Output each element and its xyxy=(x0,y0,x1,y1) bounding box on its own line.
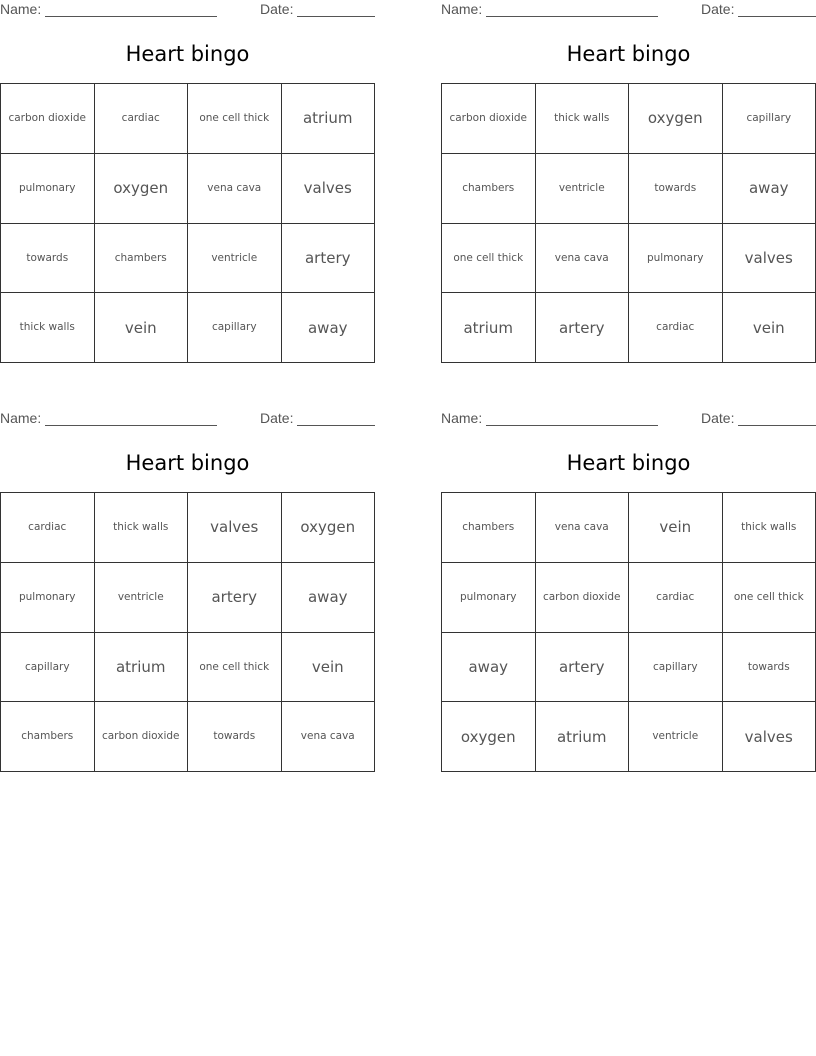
date-label: Date: xyxy=(701,1,735,17)
bingo-cell: towards xyxy=(1,224,95,294)
bingo-cell: oxygen xyxy=(629,84,723,154)
bingo-cell: oxygen xyxy=(282,493,376,563)
bingo-cell: artery xyxy=(188,563,282,633)
name-label: Name: xyxy=(441,410,483,426)
bingo-cell: cardiac xyxy=(1,493,95,563)
date-label: Date: xyxy=(260,410,294,426)
bingo-cell: one cell thick xyxy=(188,84,282,154)
bingo-card-2 xyxy=(441,0,816,337)
bingo-cell: vein xyxy=(629,493,723,563)
bingo-cell: ventricle xyxy=(188,224,282,294)
bingo-cell: away xyxy=(282,293,376,363)
bingo-cell: ventricle xyxy=(536,154,630,224)
bingo-cell: vena cava xyxy=(536,224,630,294)
name-line xyxy=(486,425,658,426)
bingo-cell: valves xyxy=(723,224,816,294)
bingo-cell: ventricle xyxy=(95,563,189,633)
bingo-cell: away xyxy=(282,563,376,633)
name-line xyxy=(45,425,217,426)
bingo-cell: artery xyxy=(536,293,630,363)
bingo-cell: artery xyxy=(536,633,630,703)
bingo-cell: valves xyxy=(723,702,816,772)
bingo-cell: away xyxy=(442,633,536,703)
bingo-cell: vein xyxy=(723,293,816,363)
card-title: Heart bingo xyxy=(125,451,250,475)
bingo-cell: chambers xyxy=(95,224,189,294)
bingo-cell: thick walls xyxy=(536,84,630,154)
bingo-cell: pulmonary xyxy=(629,224,723,294)
card-header xyxy=(0,1,375,21)
bingo-cell: pulmonary xyxy=(1,154,95,224)
date-line xyxy=(297,16,375,17)
bingo-cell: thick walls xyxy=(723,493,816,563)
date-line xyxy=(297,425,375,426)
bingo-cell: cardiac xyxy=(95,84,189,154)
bingo-cell: vein xyxy=(282,633,376,703)
bingo-cell: vein xyxy=(95,293,189,363)
bingo-cell: chambers xyxy=(442,154,536,224)
bingo-cell: atrium xyxy=(442,293,536,363)
bingo-cell: pulmonary xyxy=(1,563,95,633)
bingo-cell: vena cava xyxy=(282,702,376,772)
card-header xyxy=(441,1,816,21)
bingo-cell: valves xyxy=(188,493,282,563)
bingo-cell: away xyxy=(723,154,816,224)
bingo-cell: towards xyxy=(723,633,816,703)
bingo-cell: towards xyxy=(629,154,723,224)
bingo-grid xyxy=(441,83,816,363)
bingo-grid xyxy=(441,492,816,772)
bingo-cell: carbon dioxide xyxy=(1,84,95,154)
bingo-cell: carbon dioxide xyxy=(442,84,536,154)
date-label: Date: xyxy=(260,1,294,17)
name-label: Name: xyxy=(441,1,483,17)
bingo-cell: chambers xyxy=(1,702,95,772)
name-line xyxy=(45,16,217,17)
bingo-cell: atrium xyxy=(95,633,189,703)
name-label: Name: xyxy=(0,410,42,426)
bingo-cell: one cell thick xyxy=(442,224,536,294)
bingo-cell: towards xyxy=(188,702,282,772)
bingo-cell: one cell thick xyxy=(723,563,816,633)
bingo-cell: vena cava xyxy=(536,493,630,563)
bingo-cell: cardiac xyxy=(629,293,723,363)
bingo-grid xyxy=(0,83,375,363)
card-title: Heart bingo xyxy=(566,42,691,66)
bingo-cell: thick walls xyxy=(1,293,95,363)
card-title: Heart bingo xyxy=(125,42,250,66)
name-line xyxy=(486,16,658,17)
bingo-cell: valves xyxy=(282,154,376,224)
bingo-card-4 xyxy=(441,409,816,746)
bingo-grid xyxy=(0,492,375,772)
date-line xyxy=(738,16,816,17)
bingo-cell: vena cava xyxy=(188,154,282,224)
bingo-cell: cardiac xyxy=(629,563,723,633)
bingo-cell: carbon dioxide xyxy=(95,702,189,772)
bingo-cell: atrium xyxy=(536,702,630,772)
bingo-card-3 xyxy=(0,409,375,743)
card-header xyxy=(441,410,816,430)
bingo-cell: artery xyxy=(282,224,376,294)
bingo-cell: one cell thick xyxy=(188,633,282,703)
bingo-cell: carbon dioxide xyxy=(536,563,630,633)
bingo-cell: pulmonary xyxy=(442,563,536,633)
bingo-cell: capillary xyxy=(1,633,95,703)
bingo-cell: atrium xyxy=(282,84,376,154)
date-label: Date: xyxy=(701,410,735,426)
name-label: Name: xyxy=(0,1,42,17)
bingo-cell: oxygen xyxy=(442,702,536,772)
card-header xyxy=(0,410,375,430)
bingo-cell: ventricle xyxy=(629,702,723,772)
card-title: Heart bingo xyxy=(566,451,691,475)
bingo-cell: thick walls xyxy=(95,493,189,563)
bingo-cell: chambers xyxy=(442,493,536,563)
bingo-card-1 xyxy=(0,0,375,337)
bingo-cell: oxygen xyxy=(95,154,189,224)
bingo-cell: capillary xyxy=(629,633,723,703)
date-line xyxy=(738,425,816,426)
bingo-cell: capillary xyxy=(723,84,816,154)
bingo-cell: capillary xyxy=(188,293,282,363)
